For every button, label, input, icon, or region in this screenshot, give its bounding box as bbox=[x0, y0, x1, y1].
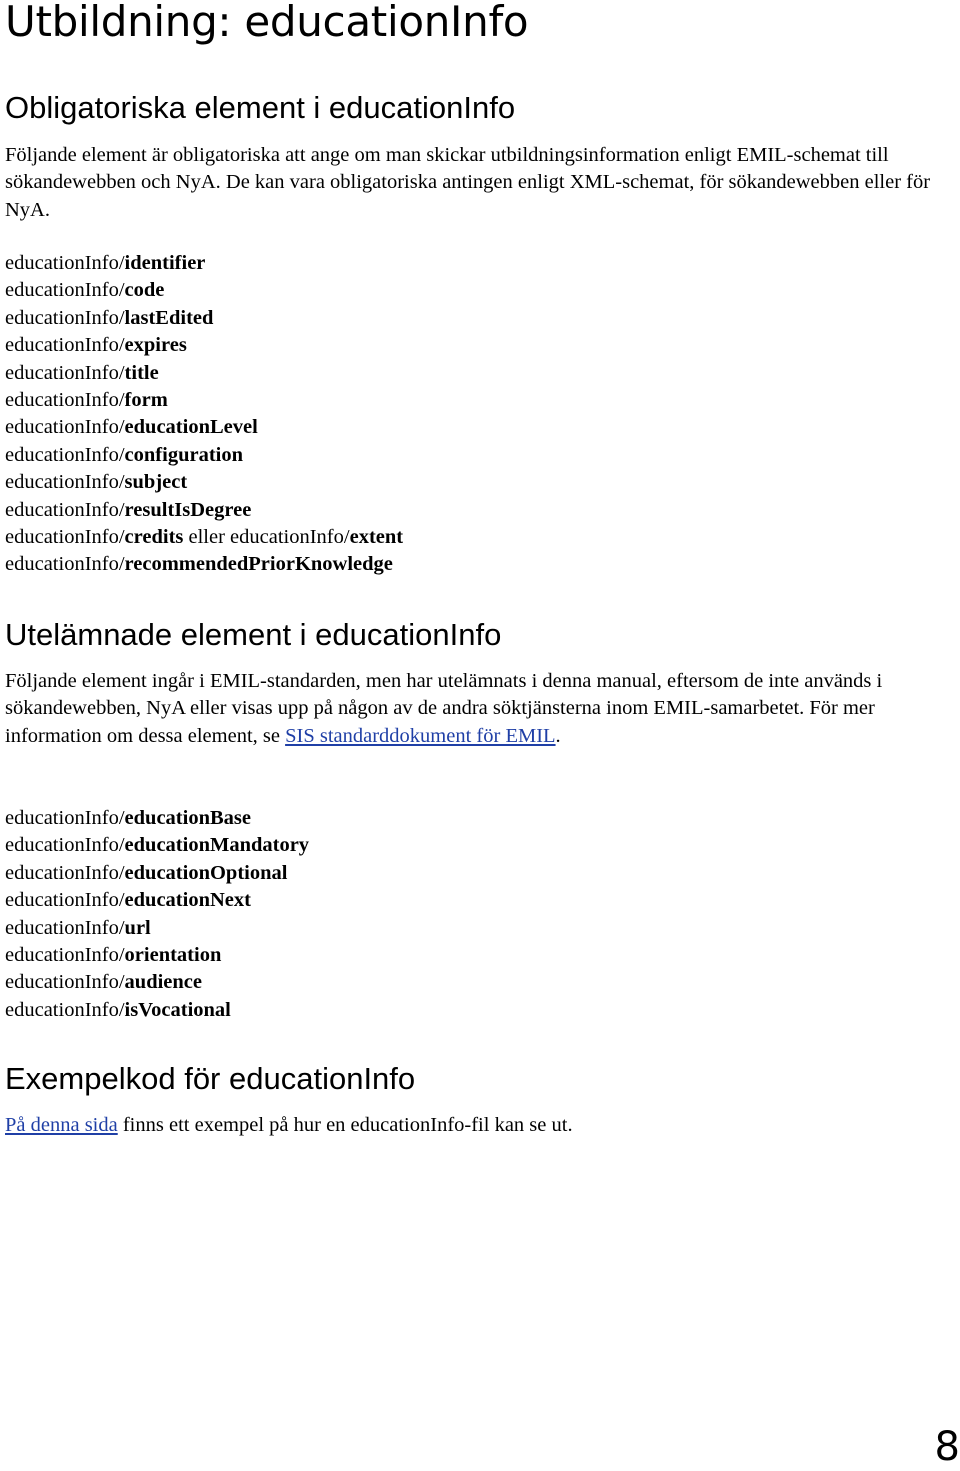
element-list-item bbox=[5, 887, 309, 914]
element-prefix: educationInfo/ bbox=[5, 389, 125, 412]
element-name: expires bbox=[124, 334, 187, 357]
element-list-item bbox=[5, 497, 403, 524]
element-list-item bbox=[5, 360, 403, 387]
page-number: 8 bbox=[934, 1424, 960, 1470]
element-prefix: educationInfo/ bbox=[5, 498, 125, 521]
element-list-item bbox=[5, 942, 309, 969]
element-name: resultIsDegree bbox=[124, 498, 252, 521]
element-prefix: educationInfo/ bbox=[5, 279, 125, 302]
element-prefix: educationInfo/ bbox=[5, 252, 125, 274]
element-list-item bbox=[5, 277, 403, 304]
element-list-item bbox=[5, 915, 309, 942]
example-page-link[interactable]: På denna sida bbox=[5, 1114, 118, 1136]
element-name: educationOptional bbox=[124, 861, 288, 884]
element-prefix: educationInfo/ bbox=[5, 861, 125, 884]
example-text-rest: finns ett exempel på hur en educationInfo-fil kan se ut. bbox=[117, 1114, 573, 1136]
element-prefix: educationInfo/ bbox=[5, 807, 125, 829]
element-list-item bbox=[5, 332, 403, 359]
element-list-item bbox=[5, 551, 403, 578]
element-prefix: educationInfo/ bbox=[5, 334, 125, 357]
element-list-item bbox=[5, 997, 309, 1024]
element-prefix: educationInfo/ bbox=[5, 361, 125, 384]
element-prefix: educationInfo/ bbox=[230, 526, 350, 549]
sis-standard-link[interactable]: SIS standarddokument för EMIL bbox=[285, 724, 556, 747]
element-list-item bbox=[5, 387, 403, 414]
section-heading-example: Exempelkod för educationInfo bbox=[5, 1061, 416, 1096]
element-name: educationNext bbox=[124, 889, 251, 912]
document-title: Utbildning: educationInfo bbox=[5, 0, 529, 46]
element-prefix: educationInfo/ bbox=[5, 471, 125, 494]
element-prefix: educationInfo/ bbox=[5, 526, 125, 549]
element-name: configuration bbox=[124, 443, 243, 466]
example-text bbox=[5, 1112, 945, 1139]
element-prefix: educationInfo/ bbox=[5, 443, 125, 466]
element-list-item bbox=[5, 969, 309, 996]
element-prefix: educationInfo/ bbox=[5, 944, 125, 967]
element-name: url bbox=[124, 916, 151, 939]
element-prefix: educationInfo/ bbox=[5, 971, 125, 994]
element-list-item bbox=[5, 832, 309, 859]
element-prefix: educationInfo/ bbox=[5, 916, 125, 939]
omitted-intro-text: Följande element ingår i EMIL-standarden, men har utelämnats i denna manual, eftersom de inte används i sökandewebben, NyA eller visas upp på någon av de andra söktjänsterna inom EMIL-samarbetet. För mer information om dessa element, se bbox=[5, 670, 883, 747]
element-prefix: educationInfo/ bbox=[5, 553, 125, 576]
omitted-intro-end: . bbox=[555, 724, 561, 747]
section-heading-mandatory: Obligatoriska element i educationInfo bbox=[5, 90, 516, 125]
element-name: orientation bbox=[124, 944, 222, 967]
element-connector: eller bbox=[183, 526, 231, 549]
element-prefix: educationInfo/ bbox=[5, 889, 125, 912]
element-list-item bbox=[5, 250, 403, 277]
element-prefix: educationInfo/ bbox=[5, 416, 125, 439]
element-name: subject bbox=[124, 471, 188, 494]
element-prefix: educationInfo/ bbox=[5, 306, 125, 329]
element-prefix: educationInfo/ bbox=[5, 834, 125, 857]
element-list-item bbox=[5, 860, 309, 887]
element-list-item bbox=[5, 524, 403, 551]
element-name: recommendedPriorKnowledge bbox=[124, 553, 393, 576]
element-prefix: educationInfo/ bbox=[5, 998, 125, 1021]
element-name: extent bbox=[349, 526, 404, 549]
element-list-item bbox=[5, 805, 309, 832]
element-list-item bbox=[5, 469, 403, 496]
element-name: audience bbox=[124, 971, 202, 994]
element-name: title bbox=[124, 361, 159, 384]
element-name: educationLevel bbox=[124, 416, 258, 439]
element-name: code bbox=[124, 279, 165, 302]
element-name: form bbox=[124, 389, 168, 412]
element-list-item bbox=[5, 305, 403, 332]
element-name: educationBase bbox=[124, 807, 251, 829]
mandatory-intro: Följande element är obligatoriska att ange om man skickar utbildningsinformation enligt EMIL-schemat till sökandewebben och NyA. De kan vara obligatoriska antingen enligt XML-schemat, för sökandewebben eller för NyA. bbox=[5, 144, 931, 221]
omitted-element-list bbox=[5, 805, 309, 1024]
element-name: isVocational bbox=[124, 998, 231, 1021]
element-name: educationMandatory bbox=[124, 834, 310, 857]
element-name: lastEdited bbox=[124, 306, 214, 329]
omitted-intro bbox=[5, 668, 945, 750]
element-name: identifier bbox=[124, 252, 206, 274]
element-name: credits bbox=[124, 526, 184, 549]
element-list-item bbox=[5, 414, 403, 441]
mandatory-element-list bbox=[5, 250, 403, 579]
element-list-item bbox=[5, 442, 403, 469]
section-heading-omitted: Utelämnade element i educationInfo bbox=[5, 617, 502, 652]
